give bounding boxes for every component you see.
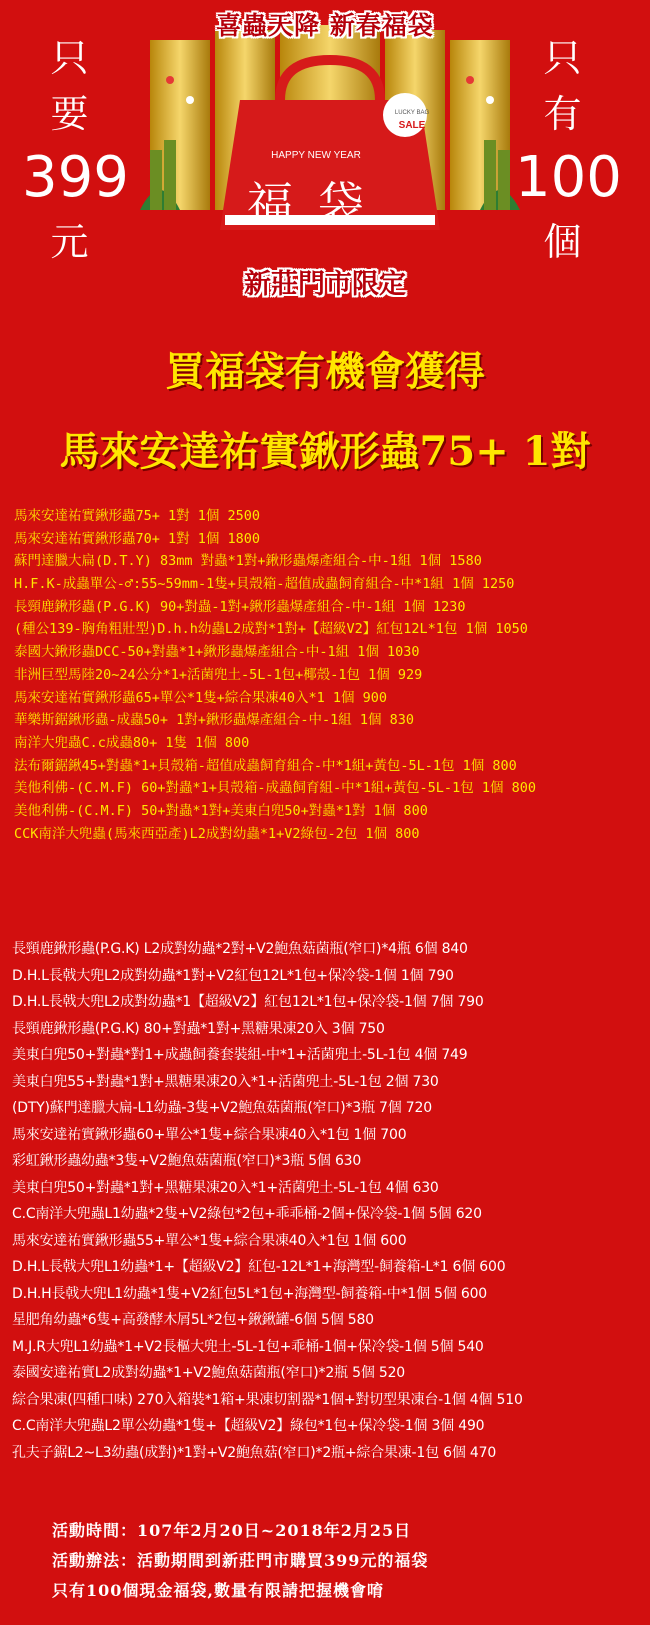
- list-item: (DTY)蘇門達臘大扁-L1幼蟲-3隻+V2鮑魚菇菌瓶(窄口)*3瓶 7個 720: [12, 1100, 432, 1116]
- store-limited-label: 新莊門市限定: [244, 269, 406, 300]
- quantity-callout: [515, 30, 622, 270]
- list-item: D.H.L長戟大兜L2成對幼蟲*1【超級V2】紅包12L*1包+保冷袋-1個 7個 790: [12, 994, 484, 1010]
- list-item: CCK南洋大兜蟲(馬來西亞產)L2成對幼蟲*1+V2綠包-2包 1個 800: [14, 825, 420, 842]
- list-item: (種公139-胸角粗壯型)D.h.h幼蟲L2成對*1對+【超級V2】紅包12L*1包 1個 1050: [14, 621, 528, 638]
- list-item: 泰國安達祐實L2成對幼蟲*1+V2鮑魚菇菌瓶(窄口)*2瓶 5個 520: [12, 1365, 405, 1381]
- banner-title: 喜蟲天降 新春福袋: [216, 11, 434, 40]
- list-item: 泰國大鍬形蟲DCC-50+對蟲*1+鍬形蟲爆產組合-中-1組 1個 1030: [14, 644, 420, 661]
- list-item: 孔夫子鋸L2~L3幼蟲(成對)*1對+V2鮑魚菇(窄口)*2瓶+綜合果凍-1包 6個 470: [12, 1444, 497, 1461]
- bag-greeting: HAPPY NEW YEAR: [271, 150, 361, 161]
- list-item: 馬來安達祐實鍬形蟲75+ 1對 1個 2500: [14, 508, 261, 524]
- bag-dai-char: 袋: [318, 177, 364, 231]
- list-item: 法布爾鋸鍬45+對蟲*1+貝殼箱-超值成蟲飼育組合-中*1組+黃包-5L-1包 1個 800: [14, 757, 517, 774]
- bundle-list: [12, 936, 648, 1466]
- price-value: 399: [22, 145, 129, 210]
- list-item: D.H.L長戟大兜L1幼蟲*1+【超級V2】紅包-12L*1+海灣型-飼養箱-L*1 6個 600: [12, 1259, 506, 1275]
- price-callout: [22, 30, 129, 270]
- list-item: 長頸鹿鍬形蟲(P.G.K) L2成對幼蟲*2對+V2鮑魚菇菌瓶(窄口)*4瓶 6個 840: [12, 941, 468, 957]
- list-item: 長頸鹿鍬形蟲(P.G.K) 90+對蟲-1對+鍬形蟲爆產組合-中-1組 1個 1230: [14, 598, 466, 615]
- list-item: 馬來安達祐實鍬形蟲55+單公*1隻+綜合果凍40入*1包 1個 600: [12, 1232, 407, 1249]
- qty-value: 100: [515, 145, 622, 210]
- event-footer: [52, 1516, 642, 1606]
- list-item: 馬來安達祐實鍬形蟲70+ 1對 1個 1800: [14, 530, 261, 547]
- list-item: 美東白兜55+對蟲*1對+黑糖果凍20入*1+活菌兜土-5L-1包 2個 730: [12, 1073, 439, 1090]
- list-item: 彩虹鍬形蟲幼蟲*3隻+V2鮑魚菇菌瓶(窄口)*3瓶 5個 630: [12, 1153, 362, 1169]
- list-item: D.H.L長戟大兜L2成對幼蟲*1對+V2紅包12L*1包+保冷袋-1個 1個 790: [12, 967, 454, 984]
- event-period: 活動時間：107年2月20日~2018年2月25日: [52, 1521, 412, 1540]
- list-item: 馬來安達祐實鍬形蟲60+單公*1隻+綜合果凍40入*1包 1個 700: [12, 1126, 407, 1143]
- list-item: H.F.K-成蟲單公-♂:55~59mm-1隻+貝殼箱-超值成蟲飼育組合-中*1組 1個 1250: [14, 576, 515, 593]
- list-item: 長頸鹿鍬形蟲(P.G.K) 80+對蟲*1對+黑糖果凍20入 3個 750: [12, 1020, 385, 1037]
- list-item: 綜合果凍(四種口味) 270入箱裝*1箱+果凍切割器*1個+對切型果凍台-1個 4個 510: [12, 1391, 523, 1408]
- list-item: 馬來安達祐實鍬形蟲65+單公*1隻+綜合果凍40入*1 1個 900: [14, 689, 388, 706]
- headline-line-1: 買福袋有機會獲得: [165, 348, 485, 395]
- list-item: 美他利佛-(C.M.F) 60+對蟲*1+貝殼箱-成蟲飼育組-中*1組+黃包-5L-1包 1個 800: [14, 780, 536, 797]
- bag-tag-top: LUCKY BAG: [394, 110, 430, 116]
- list-item: 美東白兜50+對蟲*1對+黑糖果凍20入*1+活菌兜土-5L-1包 4個 630: [12, 1179, 439, 1196]
- headline-line-2: 馬來安達祐實鍬形蟲75+ 1對: [59, 428, 591, 475]
- price-char-1: 只: [50, 36, 89, 80]
- price-unit: 元: [50, 220, 89, 264]
- list-item: 美東白兜50+對蟲*對1+成蟲飼養套裝組-中*1+活菌兜土-5L-1包 4個 749: [12, 1047, 468, 1063]
- qty-unit: 個: [543, 220, 582, 264]
- list-item: 華樂斯鋸鍬形蟲-成蟲50+ 1對+鍬形蟲爆產組合-中-1組 1個 830: [14, 712, 415, 729]
- qty-char-1: 只: [543, 36, 582, 80]
- list-item: 非洲巨型馬陸20~24公分*1+活菌兜土-5L-1包+椰殼-1包 1個 929: [14, 666, 423, 683]
- price-char-2: 要: [50, 92, 89, 136]
- qty-char-2: 有: [543, 92, 582, 136]
- prize-list: [14, 505, 644, 845]
- list-item: D.H.H長戟大兜L1幼蟲*1隻+V2紅包5L*1包+海灣型-飼養箱-中*1個 5個 600: [12, 1285, 488, 1302]
- list-item: 蘇門達臘大扁(D.T.Y) 83mm 對蟲*1對+鍬形蟲爆產組合-中-1組 1個 1580: [14, 553, 482, 570]
- list-item: C.C南洋大兜蟲L2單公幼蟲*1隻+【超級V2】綠包*1包+保冷袋-1個 3個 490: [12, 1418, 485, 1434]
- event-rules: 活動辦法：活動期間到新莊門市購買399元的福袋: [52, 1551, 429, 1570]
- bag-tag-sale: SALE: [398, 120, 426, 131]
- event-note: 只有100個現金福袋,數量有限請把握機會唷: [52, 1581, 384, 1600]
- list-item: 南洋大兜蟲C.c成蟲80+ 1隻 1個 800: [14, 734, 250, 751]
- list-item: 星肥角幼蟲*6隻+高發酵木屑5L*2包+鍬鍬罐-6個 5個 580: [12, 1312, 374, 1328]
- list-item: C.C南洋大兜蟲L1幼蟲*2隻+V2綠包*2包+乖乖桶-2個+保冷袋-1個 5個 620: [12, 1206, 482, 1222]
- hero-section: [0, 0, 650, 330]
- bag-fu-char: 福: [247, 177, 293, 231]
- list-item: M.J.R大兜L1幼蟲*1+V2長樞大兜土-5L-1包+乖桶-1個+保冷袋-1個 5個 540: [12, 1338, 484, 1355]
- list-item: 美他利佛-(C.M.F) 50+對蟲*1對+美東白兜50+對蟲*1對 1個 800: [14, 802, 428, 819]
